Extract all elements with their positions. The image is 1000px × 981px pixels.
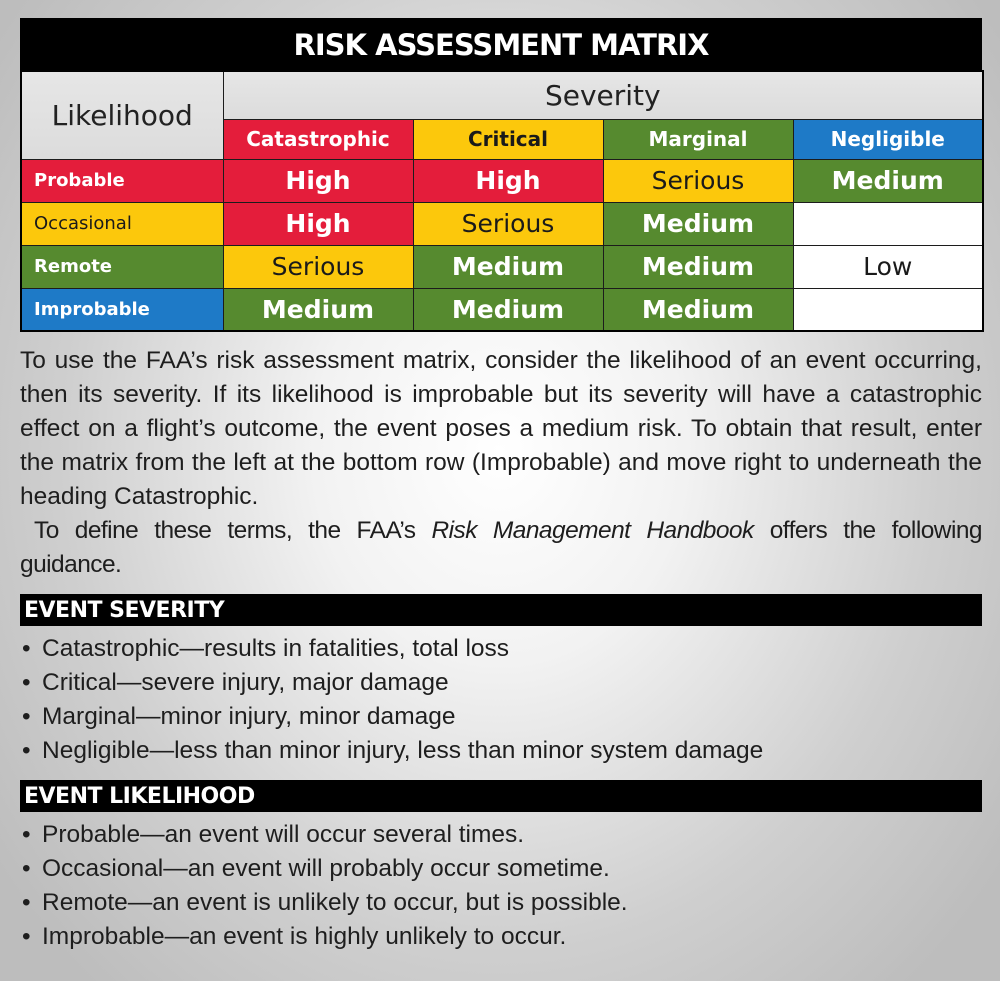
risk-cell: Medium xyxy=(413,288,603,331)
severity-negligible: Negligible xyxy=(793,119,983,159)
paragraph-guidance xyxy=(20,514,982,582)
list-item: • Probable—an event will occur several times. xyxy=(20,818,982,852)
matrix-row-improbable xyxy=(21,288,983,331)
risk-cell: Serious xyxy=(413,202,603,245)
risk-matrix-table xyxy=(20,70,984,332)
list-item: • Remote—an event is unlikely to occur, but is possible. xyxy=(20,886,982,920)
explanation-text xyxy=(20,344,982,582)
event-severity-heading: EVENT SEVERITY xyxy=(20,594,982,626)
risk-cell: Serious xyxy=(603,159,793,202)
matrix-row-remote xyxy=(21,245,983,288)
event-likelihood-list xyxy=(20,818,982,954)
severity-header: Severity xyxy=(223,71,983,119)
matrix-header-row xyxy=(21,71,983,119)
risk-cell: High xyxy=(413,159,603,202)
risk-cell: High xyxy=(223,159,413,202)
matrix-title: RISK ASSESSMENT MATRIX xyxy=(20,18,982,70)
risk-cell: Serious xyxy=(223,245,413,288)
event-likelihood-heading: EVENT LIKELIHOOD xyxy=(20,780,982,812)
risk-cell: Medium xyxy=(603,245,793,288)
list-item: • Occasional—an event will probably occur sometime. xyxy=(20,852,982,886)
matrix-row-occasional xyxy=(21,202,983,245)
guidance-text-end: offers the following guidance. xyxy=(20,517,982,578)
risk-cell xyxy=(793,288,983,331)
likelihood-header: Likelihood xyxy=(21,71,223,159)
likelihood-remote: Remote xyxy=(21,245,223,288)
guidance-text-start: To define these terms, the FAA’s xyxy=(34,517,432,544)
list-item: • Negligible—less than minor injury, less than minor system damage xyxy=(20,734,982,768)
severity-marginal: Marginal xyxy=(603,119,793,159)
likelihood-occasional: Occasional xyxy=(21,202,223,245)
list-item: • Catastrophic—results in fatalities, total loss xyxy=(20,632,982,666)
matrix-row-probable xyxy=(21,159,983,202)
severity-catastrophic: Catastrophic xyxy=(223,119,413,159)
likelihood-probable: Probable xyxy=(21,159,223,202)
event-severity-list xyxy=(20,632,982,768)
risk-cell: High xyxy=(223,202,413,245)
risk-cell: Low xyxy=(793,245,983,288)
risk-cell: Medium xyxy=(413,245,603,288)
risk-cell: Medium xyxy=(603,202,793,245)
risk-cell xyxy=(793,202,983,245)
list-item: • Critical—severe injury, major damage xyxy=(20,666,982,700)
risk-cell: Medium xyxy=(793,159,983,202)
likelihood-improbable: Improbable xyxy=(21,288,223,331)
risk-cell: Medium xyxy=(223,288,413,331)
severity-critical: Critical xyxy=(413,119,603,159)
list-item: • Improbable—an event is highly unlikely to occur. xyxy=(20,920,982,954)
handbook-title: Risk Management Handbook xyxy=(431,517,754,544)
risk-cell: Medium xyxy=(603,288,793,331)
list-item: • Marginal—minor injury, minor damage xyxy=(20,700,982,734)
paragraph-intro: To use the FAA’s risk assessment matrix, consider the likelihood of an event occurring, then its severity. If its likelihood is improbable but its severity will have a catastrophic effect on a flight’s outcome, the event poses a medium risk. To obtain that result, enter the matrix from the left at the bottom row (Improbable) and move right to underneath the heading Catastrophic. xyxy=(20,347,982,510)
